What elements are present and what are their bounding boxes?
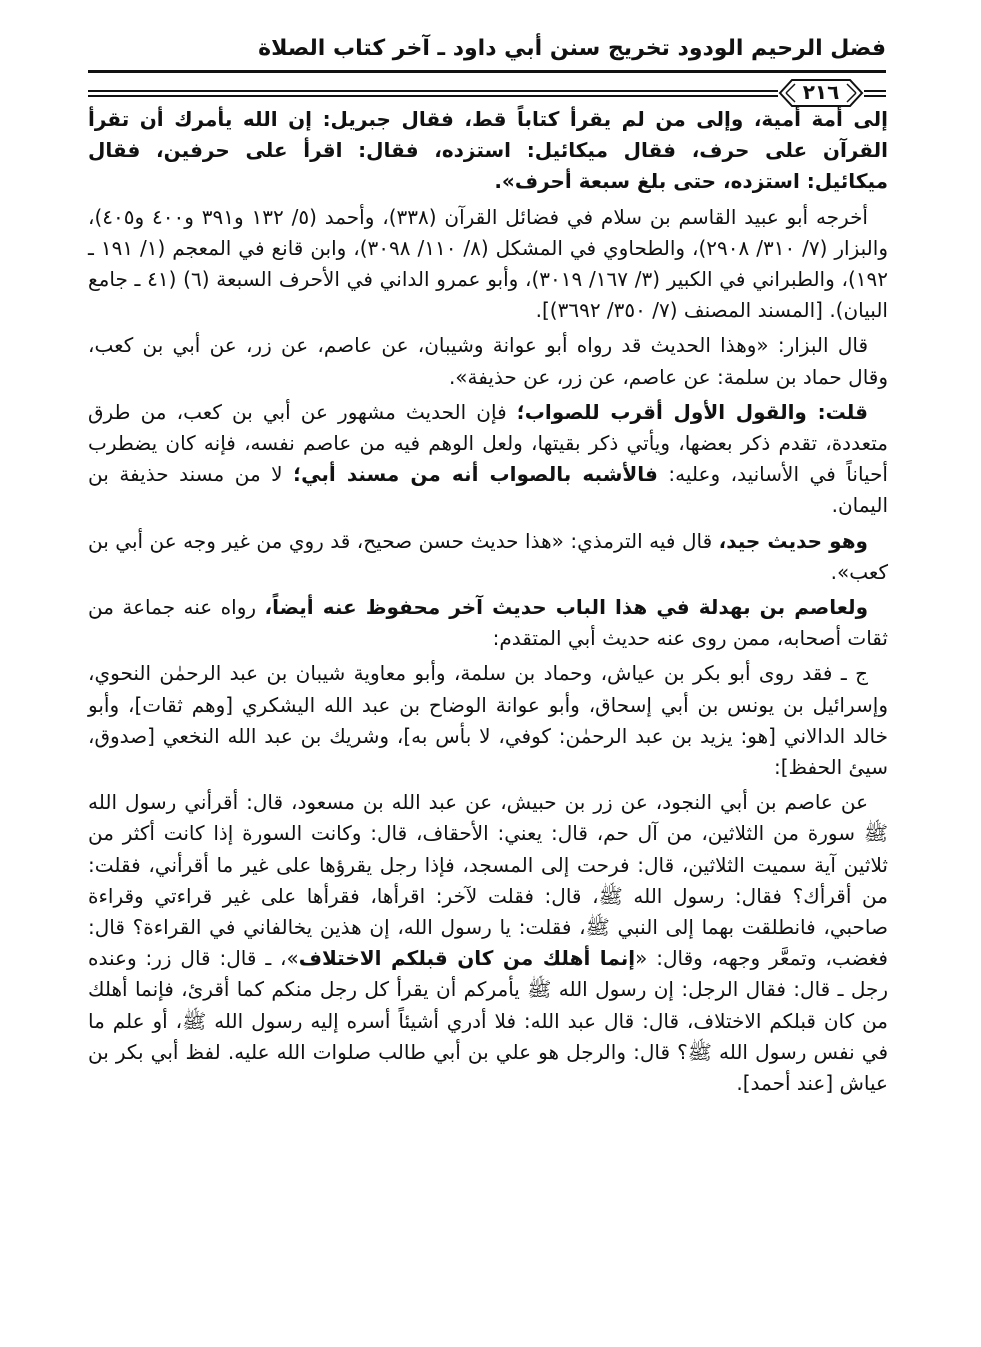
paragraph-4 [88, 397, 888, 522]
author-conclusion: لا من مسند حذيفة بن اليمان. [88, 462, 888, 518]
grading-bold: وهو حديث جيد، [718, 528, 868, 553]
narrators-list: ج ـ فقد روى أبو بكر بن عياش، وحماد بن سلمة، وأبو معاوية شيبان بن عبد الرحمٰن النحوي، وإسرائيل بن يونس بن أبي إسحاق، وأبو عوانة الوضاح بن عبد الله اليشكري [وهم ثقات]، وأبو خالد الدالاني [هو: يزيد بن عبد الرحمٰن: كوفي، لا بأس به]، وشريك بن عبد الله النخعي [صدوق، سيئ الحفظ]: [88, 661, 888, 780]
paragraph-7 [88, 658, 888, 783]
paragraph-8 [88, 787, 888, 1099]
tirmidhi-quote: قال فيه الترمذي: «هذا حديث حسن صحيح، قد روي من غير وجه عن أبي بن كعب». [88, 528, 888, 584]
page-header [88, 28, 886, 104]
author-statement-bold: قلت: والقول الأول أقرب للصواب؛ [516, 399, 869, 424]
header-double-rule-left [88, 90, 778, 98]
paragraph-2 [88, 202, 888, 327]
paragraph-5 [88, 526, 888, 588]
prophetic-saying-bold: إنما أهلك من كان قبلكم الاختلاف [298, 946, 636, 971]
page-number: ٢١٦ [802, 80, 840, 104]
takhrij-text: أخرجه أبو عبيد القاسم بن سلام في فضائل القرآن (٣٣٨)، وأحمد (٥/ ١٣٢ و٣٩١ و٤٠٠ و٤٠٥)، والبزار (٧/ ٣١٠/ ٢٩٠٨)، والطحاوي في المشكل (٨/ ١١٠/ ٣٠٩٨)، وابن قانع في المعجم (١/ ١٩١ ـ ١٩٢)، والطبراني في الكبير (٣/ ١٦٧/ ٣٠١٩)، وأبو عمرو الداني في الأحرف السبعة (٦) (٤١ ـ جامع البيان). [المسند المصنف (٧/ ٣٥٠/ ٣٦٩٢)]. [88, 204, 888, 323]
paragraph-1 [88, 104, 888, 198]
body-text [88, 104, 888, 1103]
section-intro: رواه عنه جماعة من ثقات أصحابه، ممن روى عنه حديث أبي المتقدم: [88, 595, 888, 651]
header-rule [88, 70, 886, 73]
author-conclusion-bold: فالأشبه بالصواب أنه من مسند أبي؛ [293, 462, 658, 487]
hadith-matn: عن عاصم بن أبي النجود، عن زر بن حبيش، عن عبد الله بن مسعود، قال: أقرأني رسول الله ﷺ سورة من الثلاثين، من آل حم، قال: يعني: الأحقاف، قال: وكانت السورة إذا كانت أكثر من ثلاثين آية سميت الثلاثين، قال: فرحت إلى المسجد، فإذا رجل يقرؤها على غير ما أقرأني، فقلت: من أقرأك؟ فقال: رسول الله ﷺ، قال: فقلت لآخر: اقرأها، فقرأها على غير قراءتي وقراءة صاحبي، فانطلقت بهما إلى النبي ﷺ، فقلت: يا رسول الله، إن هذين يخالفاني في القراءة؟ قال: فغضب، وتمعَّر وجهه، وقال: « [88, 790, 888, 971]
header-double-rule-right [864, 90, 886, 98]
running-title: فضل الرحيم الودود تخريج سنن أبي داود ـ آخر كتاب الصلاة [258, 36, 886, 61]
author-statement: فإن الحديث مشهور عن أبي بن كعب، من طرق متعددة، تقدم ذكر بعضها، ويأتي ذكر بقيتها، ولعل الوهم فيه من عاصم نفسه، فإنه كان يضطرب أحياناً في الأسانيد، وعليه: [88, 399, 888, 487]
paragraph-6 [88, 592, 888, 654]
hadith-matn-continued: »، ـ قال: قال زر: وعنده رجل ـ قال: فقال الرجل: إن رسول الله ﷺ يأمركم أن يقرأ كل رجل منكم كما أقرئ، فإنما أهلك من كان قبلكم الاختلاف، قال: قال عبد الله: فلا أدري أشيئاً أسره إليه رسول الله ﷺ، أو علم ما في نفس رسول الله ﷺ؟ قال: والرجل هو علي بن أبي طالب صلوات الله عليه. لفظ أبي بكر بن عياش [عند أحمد]. [88, 946, 888, 1096]
bazzar-quote: قال البزار: «وهذا الحديث قد رواه أبو عوانة وشيبان، عن عاصم، عن زر، عن أبي بن كعب، وقال حماد بن سلمة: عن عاصم، عن زر، عن حذيفة». [88, 333, 888, 389]
section-intro-bold: ولعاصم بن بهدلة في هذا الباب حديث آخر محفوظ عنه أيضاً، [264, 595, 868, 620]
hadith-text-continued: إلى أمة أمية، وإلى من لم يقرأ كتاباً قط، فقال جبريل: إن الله يأمرك أن تقرأ القرآن على حرف، فقال ميكائيل: استزده، فقال: اقرأ على حرفين، فقال ميكائيل: استزده، حتى بلغ سبعة أحرف». [88, 107, 888, 194]
paragraph-3 [88, 330, 888, 392]
